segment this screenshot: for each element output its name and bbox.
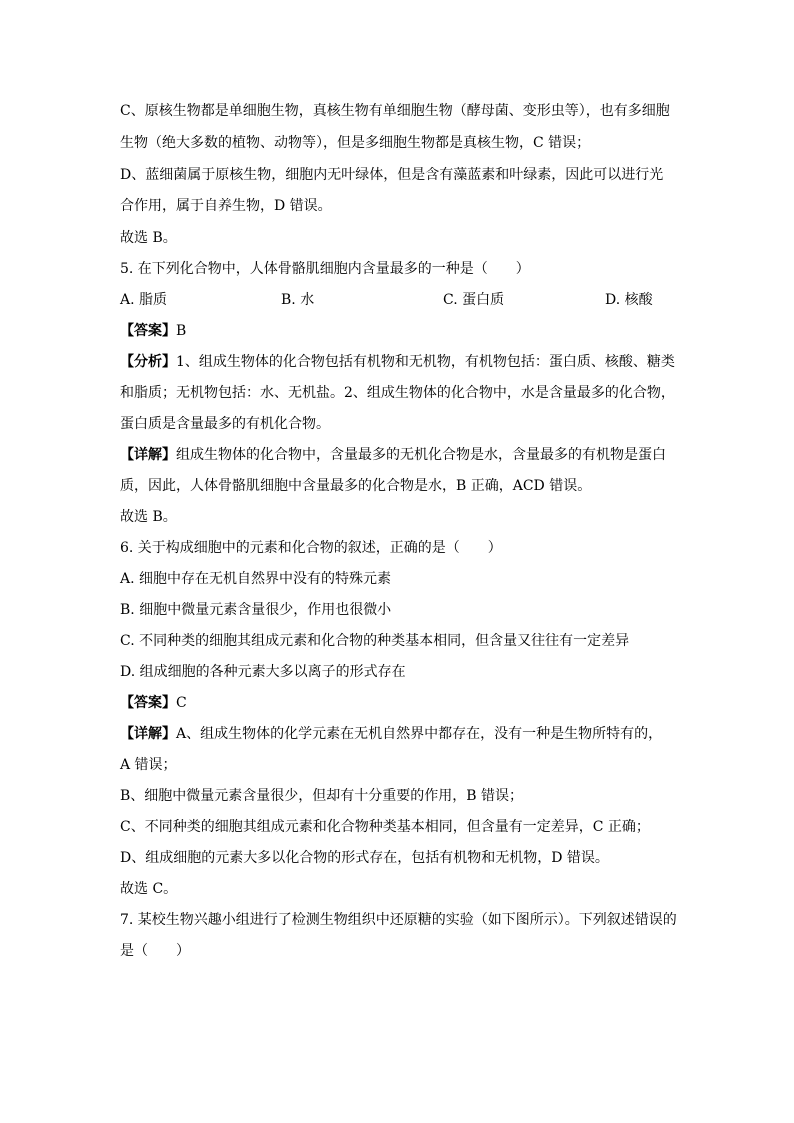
choice-line: 故选 B。 — [120, 230, 177, 246]
detail-text: A、组成生物体的化学元素在无机自然界中都存在，没有一种是生物所特有的， — [176, 726, 663, 742]
analysis-text: 1、组成生物体的化合物包括有机物和无机物，有机物包括：蛋白质、核酸、糖类 — [176, 354, 675, 370]
text-line: 是（ ） — [120, 943, 190, 959]
q6-option-c: C. 不同种类的细胞其组成元素和化合物的种类基本相同，但含量又往往有一定差异 — [120, 633, 630, 649]
q5-detail — [120, 445, 666, 465]
q6-option-b: B. 细胞中微量元素含量很少，作用也很微小 — [120, 602, 392, 618]
text-line: 合作用，属于自养生物，D 错误。 — [120, 198, 332, 214]
text-line: 质，因此，人体骨骼肌细胞中含量最多的化合物是水，B 正确，ACD 错误。 — [120, 478, 592, 494]
q5-analysis — [120, 352, 675, 372]
q6-option-a: A. 细胞中存在无机自然界中没有的特殊元素 — [120, 571, 392, 587]
answer-value: C — [176, 695, 187, 711]
detail-text: 组成生物体的化合物中，含量最多的无机化合物是水，含量最多的有机物是蛋白 — [176, 447, 666, 463]
text-line: B、细胞中微量元素含量很少，但却有十分重要的作用，B 错误； — [120, 788, 524, 804]
analysis-tag: 【分析】 — [120, 354, 176, 370]
q5-option-c: C. 蛋白质 — [443, 292, 505, 308]
detail-tag: 【详解】 — [120, 726, 176, 742]
text-line: D、组成细胞的元素大多以化合物的形式存在，包括有机物和无机物，D 错误。 — [120, 850, 609, 866]
q5-option-b: B. 水 — [281, 292, 315, 308]
text-line: 蛋白质是含量最多的有机化合物。 — [120, 416, 330, 432]
q6-option-d: D. 组成细胞的各种元素大多以离子的形式存在 — [120, 664, 406, 680]
choice-line: 故选 C。 — [120, 881, 178, 897]
text-line: A 错误； — [120, 757, 177, 773]
q5-option-a: A. 脂质 — [120, 292, 168, 308]
detail-tag: 【详解】 — [120, 447, 176, 463]
text-line: C、不同种类的细胞其组成元素和化合物种类基本相同，但含量有一定差异，C 正确； — [120, 819, 650, 835]
choice-line: 故选 B。 — [120, 509, 177, 525]
answer-tag: 【答案】 — [120, 323, 176, 339]
text-line: 生物（绝大多数的植物、动物等），但是多细胞生物都是真核生物，C 错误； — [120, 135, 591, 151]
answer-tag: 【答案】 — [120, 695, 176, 711]
q6-answer — [120, 693, 187, 713]
question-5: 5. 在下列化合物中，人体骨骼肌细胞内含量最多的一种是（ ） — [120, 261, 530, 277]
question-7: 7. 某校生物兴趣小组进行了检测生物组织中还原糖的实验（如下图所示）。下列叙述错误的 — [120, 912, 677, 928]
q5-option-d: D. 核酸 — [605, 292, 653, 308]
answer-value: B — [176, 323, 187, 339]
question-6: 6. 关于构成细胞中的元素和化合物的叙述，正确的是（ ） — [120, 540, 502, 556]
q6-detail — [120, 724, 662, 744]
text-line: C、原核生物都是单细胞生物，真核生物有单细胞生物（酵母菌、变形虫等），也有多细胞 — [120, 103, 670, 119]
text-line: 和脂质；无机物包括：水、无机盐。2、组成生物体的化合物中，水是含量最多的化合物， — [120, 385, 675, 401]
text-line: D、蓝细菌属于原核生物，细胞内无叶绿体，但是含有藻蓝素和叶绿素，因此可以进行光 — [120, 167, 664, 183]
q5-answer — [120, 321, 186, 341]
